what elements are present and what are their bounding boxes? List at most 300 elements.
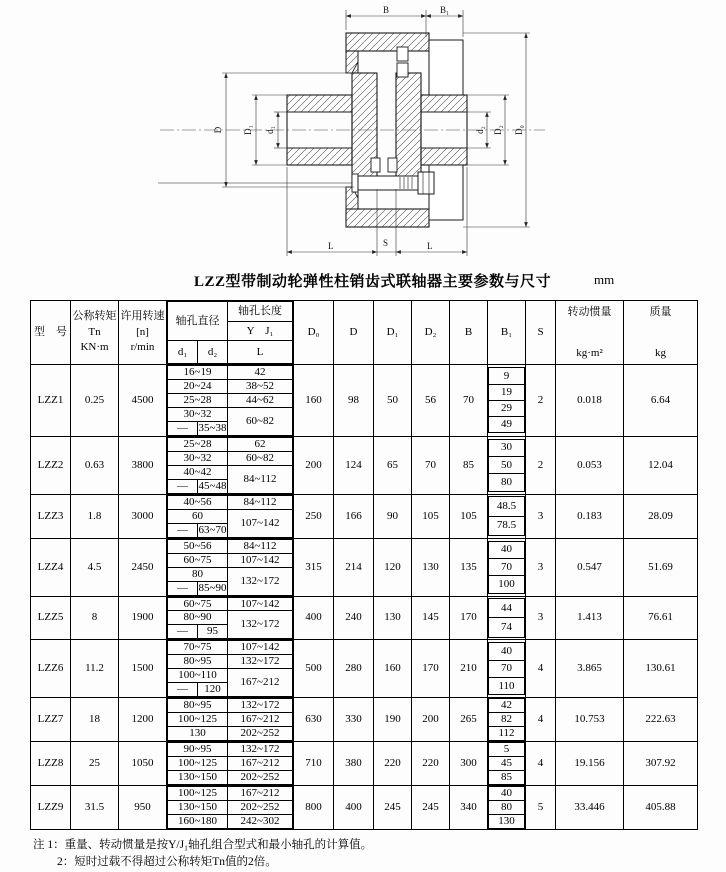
torque-cell: 1.8 <box>71 494 119 538</box>
D2-cell: 145 <box>412 596 450 640</box>
B1-subtable <box>488 786 525 829</box>
bore-group-cell <box>167 365 294 437</box>
model-row <box>31 538 698 596</box>
bore-subrow <box>168 407 293 421</box>
bore-range-cell: 100~125 <box>168 787 228 801</box>
header-d2: d₂ <box>198 341 228 364</box>
mass-cell: 307.92 <box>624 742 698 786</box>
B1-value-cell: 100 <box>489 576 525 593</box>
bore-d1-cell: — <box>168 421 198 435</box>
bore-length-cell: 242~302 <box>228 815 293 829</box>
torque-cell: 25 <box>71 742 119 786</box>
bore-subtable <box>167 742 293 785</box>
note-line-1: 注 1：重量、转动惯量是按Y/J₁轴孔组合型式和最小轴孔的计算值。 <box>33 839 373 851</box>
B1-subrow <box>489 368 525 384</box>
bore-range-cell: 16~19 <box>168 366 228 380</box>
B1-subrow <box>489 660 525 677</box>
mass-cell: 12.04 <box>624 436 698 494</box>
bore-d1-cell: — <box>168 683 198 697</box>
bore-range-cell: 90~95 <box>168 743 228 757</box>
torque-cell: 11.2 <box>71 640 119 698</box>
B1-value-cell: 49 <box>489 417 525 433</box>
bore-subrow <box>168 495 293 509</box>
bore-range-cell: 70~75 <box>168 641 228 655</box>
bore-length-cell: 132~172 <box>228 743 293 757</box>
B1-value-cell: 48.5 <box>489 497 525 517</box>
bore-subrow <box>168 655 293 669</box>
B1-subrow <box>489 815 525 829</box>
inertia-cell: 19.156 <box>556 742 624 786</box>
note-line-2: 2：短时过载不得超过公称转矩Tn值的2倍。 <box>57 856 277 869</box>
S-cell: 4 <box>526 742 556 786</box>
header-torque-unit: KN·m <box>80 341 109 354</box>
bore-subrow <box>168 757 293 771</box>
coupling-drawing <box>0 0 726 268</box>
bore-range-cell: 80~95 <box>168 699 228 713</box>
bore-length-cell: 132~172 <box>228 655 293 669</box>
B1-subrow <box>489 713 525 727</box>
B1-subtable <box>488 439 525 492</box>
B1-value-cell: 9 <box>489 368 525 384</box>
D-cell: 240 <box>334 596 374 640</box>
B1-subtable <box>488 698 525 741</box>
dim-label-d1-hub: D₁ <box>243 125 253 135</box>
header-model: 型 号 <box>31 301 71 365</box>
bore-group-cell <box>167 640 294 698</box>
B1-value-cell: 70 <box>489 660 525 677</box>
bore-length-cell: 167~212 <box>228 757 293 771</box>
bore-subrow <box>168 771 293 785</box>
B1-subtable <box>488 367 525 433</box>
bore-length-cell: 60~82 <box>228 451 293 465</box>
bore-length-cell: 107~142 <box>228 509 293 537</box>
table-body <box>31 365 698 830</box>
header-inertia-name: 转动惯量 <box>567 305 612 318</box>
bore-range-cell: 60~75 <box>168 553 228 567</box>
bore-length-cell: 132~172 <box>228 567 293 595</box>
header-mass <box>624 301 698 365</box>
bore-subrow <box>168 366 293 380</box>
D0-cell: 250 <box>294 494 334 538</box>
bore-range-cell: 60~75 <box>168 597 228 611</box>
torque-cell: 31.5 <box>71 786 119 830</box>
bore-subrow <box>168 539 293 553</box>
bore-length-cell: 132~172 <box>228 611 293 639</box>
B1-group-cell <box>488 640 526 698</box>
bore-range-cell: 80~95 <box>168 655 228 669</box>
spec-table <box>30 300 698 830</box>
bore-group-cell <box>167 538 294 596</box>
bore-range-cell: 130~150 <box>168 771 228 785</box>
dim-label-d2-bore: d₂ <box>475 126 485 134</box>
B1-subrow <box>489 384 525 400</box>
bore-range-cell: 80 <box>168 567 228 581</box>
header-inertia-unit: kg·m² <box>576 346 603 359</box>
bore-length-cell: 60~82 <box>228 407 293 435</box>
S-cell: 3 <box>526 596 556 640</box>
bore-range-cell: 100~125 <box>168 713 228 727</box>
header-D0: D₀ <box>294 301 334 365</box>
header-mass-name: 质量 <box>649 305 672 318</box>
B1-value-cell: 40 <box>489 643 525 660</box>
speed-cell: 1900 <box>119 596 167 640</box>
header-bore-diameter: 轴孔直径 <box>168 302 228 341</box>
header-D2: D₂ <box>412 301 450 365</box>
B1-value-cell: 85 <box>489 771 525 785</box>
speed-cell: 1050 <box>119 742 167 786</box>
bore-d1-cell: — <box>168 523 198 537</box>
B1-subrow <box>489 787 525 801</box>
speed-cell: 4500 <box>119 365 167 437</box>
model-cell: LZZ7 <box>31 698 71 742</box>
bore-d2-cell: 120 <box>198 683 228 697</box>
D-cell: 400 <box>334 786 374 830</box>
D0-cell: 160 <box>294 365 334 437</box>
dim-label-d1-bore: d₁ <box>265 126 275 134</box>
D2-cell: 170 <box>412 640 450 698</box>
B1-group-cell <box>488 538 526 596</box>
B1-value-cell: 19 <box>489 384 525 400</box>
model-cell: LZZ4 <box>31 538 71 596</box>
S-cell: 4 <box>526 698 556 742</box>
B1-group-cell <box>488 436 526 494</box>
header-bore-length: 轴孔长度 <box>228 302 293 322</box>
B1-subrow <box>489 598 525 618</box>
bore-subtable <box>167 698 293 741</box>
dim-label-b1: B₁ <box>440 5 450 15</box>
header-torque-name: 公称转矩 <box>72 309 117 322</box>
header-speed <box>119 301 167 365</box>
bore-group-cell <box>167 786 294 830</box>
B1-value-cell: 30 <box>489 439 525 456</box>
speed-cell: 1500 <box>119 640 167 698</box>
bore-range-cell: 50~56 <box>168 539 228 553</box>
page-title: LZZ型带制动轮弹性柱销齿式联轴器主要参数与尺寸 <box>194 274 552 290</box>
header-l: L <box>228 341 293 364</box>
bore-length-cell: 38~52 <box>228 379 293 393</box>
torque-cell: 4.5 <box>71 538 119 596</box>
B1-subrow <box>489 558 525 575</box>
D-cell: 214 <box>334 538 374 596</box>
speed-cell: 3000 <box>119 494 167 538</box>
table-header <box>31 301 698 365</box>
bore-length-cell: 202~252 <box>228 771 293 785</box>
B1-value-cell: 82 <box>489 713 525 727</box>
title-row <box>0 270 726 294</box>
bore-range-cell: 60 <box>168 509 228 523</box>
D-cell: 166 <box>334 494 374 538</box>
bore-subrow <box>168 567 293 581</box>
D0-cell: 400 <box>294 596 334 640</box>
header-D: D <box>334 301 374 365</box>
bore-range-cell: 130~150 <box>168 801 228 815</box>
D2-cell: 220 <box>412 742 450 786</box>
B1-group-cell <box>488 596 526 640</box>
mass-cell: 28.09 <box>624 494 698 538</box>
bore-length-cell: 202~252 <box>228 801 293 815</box>
dim-label-d-flange: D <box>213 126 223 134</box>
inertia-cell: 3.865 <box>556 640 624 698</box>
B1-value-cell: 70 <box>489 558 525 575</box>
B1-subrow <box>489 516 525 536</box>
B1-subrow <box>489 678 525 695</box>
B-cell: 85 <box>450 436 488 494</box>
torque-cell: 8 <box>71 596 119 640</box>
bore-length-cell: 44~62 <box>228 393 293 407</box>
header-speed-name: 许用转速 <box>120 309 165 322</box>
bore-subrow <box>168 451 293 465</box>
bore-subrow <box>168 379 293 393</box>
B1-value-cell: 130 <box>489 815 525 829</box>
bore-length-cell: 167~212 <box>228 713 293 727</box>
B1-value-cell: 80 <box>489 474 525 491</box>
bore-length-cell: 62 <box>228 437 293 451</box>
mass-cell: 6.64 <box>624 365 698 437</box>
speed-cell: 3800 <box>119 436 167 494</box>
D2-cell: 130 <box>412 538 450 596</box>
model-cell: LZZ8 <box>31 742 71 786</box>
B-cell: 135 <box>450 538 488 596</box>
B1-subrow <box>489 541 525 558</box>
bore-subtable <box>167 437 293 494</box>
B1-subrow <box>489 801 525 815</box>
right-flange <box>396 73 421 187</box>
bore-range-cell: 40~42 <box>168 465 228 479</box>
bore-length-cell: 84~112 <box>228 495 293 509</box>
B1-value-cell: 42 <box>489 699 525 713</box>
D0-cell: 630 <box>294 698 334 742</box>
S-cell: 5 <box>526 786 556 830</box>
bore-group-cell <box>167 596 294 640</box>
B1-subrow <box>489 439 525 456</box>
B1-subrow <box>489 576 525 593</box>
dim-label-d0: D₀ <box>514 125 524 135</box>
model-cell: LZZ2 <box>31 436 71 494</box>
B-cell: 340 <box>450 786 488 830</box>
model-cell: LZZ1 <box>31 365 71 437</box>
torque-cell: 0.63 <box>71 436 119 494</box>
B1-value-cell: 78.5 <box>489 516 525 536</box>
S-cell: 3 <box>526 494 556 538</box>
bore-d2-cell: 95 <box>198 625 228 639</box>
bore-length-cell: 84~112 <box>228 539 293 553</box>
bore-subrow <box>168 699 293 713</box>
bore-length-cell: 202~252 <box>228 727 293 741</box>
bore-subtable <box>167 786 293 829</box>
torque-cell: 18 <box>71 698 119 742</box>
B1-group-cell <box>488 494 526 538</box>
bore-subrow <box>168 743 293 757</box>
D1-cell: 245 <box>374 786 412 830</box>
bore-range-cell: 40~56 <box>168 495 228 509</box>
B-cell: 300 <box>450 742 488 786</box>
B1-subrow <box>489 757 525 771</box>
bore-subtable <box>167 365 293 436</box>
bore-subrow <box>168 611 293 625</box>
B1-value-cell: 40 <box>489 787 525 801</box>
bore-subrow <box>168 553 293 567</box>
B-cell: 70 <box>450 365 488 437</box>
header-speed-unit: r/min <box>130 341 155 354</box>
D-cell: 124 <box>334 436 374 494</box>
model-row <box>31 365 698 437</box>
D1-cell: 130 <box>374 596 412 640</box>
B1-subtable <box>488 742 525 785</box>
B1-value-cell: 45 <box>489 757 525 771</box>
bore-subrow <box>168 393 293 407</box>
bore-subrow <box>168 437 293 451</box>
bore-d1-cell: — <box>168 581 198 595</box>
B1-group-cell <box>488 365 526 437</box>
model-row <box>31 596 698 640</box>
bore-d1-cell: — <box>168 625 198 639</box>
speed-cell: 1200 <box>119 698 167 742</box>
B1-subrow <box>489 417 525 433</box>
D1-cell: 220 <box>374 742 412 786</box>
B1-value-cell: 74 <box>489 618 525 638</box>
D1-cell: 190 <box>374 698 412 742</box>
model-cell: LZZ9 <box>31 786 71 830</box>
bore-group-cell <box>167 698 294 742</box>
bore-range-cell: 25~28 <box>168 437 228 451</box>
B-cell: 210 <box>450 640 488 698</box>
D2-cell: 56 <box>412 365 450 437</box>
bore-subrow <box>168 669 293 683</box>
D-cell: 98 <box>334 365 374 437</box>
model-row <box>31 640 698 698</box>
bore-subtable <box>167 539 293 596</box>
footnotes <box>33 837 726 872</box>
B1-subrow <box>489 727 525 741</box>
bore-range-cell: 30~32 <box>168 451 228 465</box>
bore-subrow <box>168 465 293 479</box>
S-cell: 3 <box>526 538 556 596</box>
header-torque-symbol: Tn <box>88 325 101 338</box>
bore-group-cell <box>167 742 294 786</box>
B1-subrow <box>489 743 525 757</box>
header-bore-group <box>167 301 294 365</box>
header-B1: B₁ <box>488 301 526 365</box>
bore-subtable <box>167 495 293 538</box>
model-cell: LZZ3 <box>31 494 71 538</box>
B1-value-cell: 50 <box>489 457 525 474</box>
bore-length-cell: 107~142 <box>228 641 293 655</box>
bore-subrow <box>168 509 293 523</box>
B1-group-cell <box>488 698 526 742</box>
speed-cell: 950 <box>119 786 167 830</box>
B1-value-cell: 29 <box>489 400 525 416</box>
bore-range-cell: 130 <box>168 727 228 741</box>
B-cell: 170 <box>450 596 488 640</box>
dim-label-l-right: L <box>427 241 433 251</box>
D2-cell: 70 <box>412 436 450 494</box>
dim-label-s: S <box>383 238 389 248</box>
bore-length-cell: 42 <box>228 366 293 380</box>
mass-cell: 405.88 <box>624 786 698 830</box>
inertia-cell: 0.547 <box>556 538 624 596</box>
B1-subrow <box>489 400 525 416</box>
model-cell: LZZ5 <box>31 596 71 640</box>
B1-subrow <box>489 474 525 491</box>
D-cell: 280 <box>334 640 374 698</box>
D0-cell: 800 <box>294 786 334 830</box>
D0-cell: 200 <box>294 436 334 494</box>
dim-label-d2-hub: D₂ <box>493 125 503 135</box>
bore-subrow <box>168 801 293 815</box>
B1-subrow <box>489 618 525 638</box>
B1-subrow <box>489 771 525 785</box>
D0-cell: 315 <box>294 538 334 596</box>
bore-length-cell: 84~112 <box>228 465 293 493</box>
model-row <box>31 742 698 786</box>
D0-cell: 500 <box>294 640 334 698</box>
B1-subrow <box>489 643 525 660</box>
bore-range-cell: 100~125 <box>168 757 228 771</box>
S-cell: 2 <box>526 365 556 437</box>
B1-subtable <box>488 598 525 638</box>
D2-cell: 200 <box>412 698 450 742</box>
D-cell: 330 <box>334 698 374 742</box>
header-d1: d₁ <box>168 341 198 364</box>
B1-subrow <box>489 699 525 713</box>
B-cell: 105 <box>450 494 488 538</box>
B-cell: 265 <box>450 698 488 742</box>
header-inertia <box>556 301 624 365</box>
B1-group-cell <box>488 742 526 786</box>
bore-subrow <box>168 815 293 829</box>
model-row <box>31 786 698 830</box>
model-row <box>31 436 698 494</box>
inertia-cell: 33.446 <box>556 786 624 830</box>
header-B: B <box>450 301 488 365</box>
D0-cell: 710 <box>294 742 334 786</box>
inertia-cell: 1.413 <box>556 596 624 640</box>
model-row <box>31 494 698 538</box>
B1-subtable <box>488 642 525 695</box>
unit-label: mm <box>594 272 615 287</box>
bore-d2-cell: 85~90 <box>198 581 227 594</box>
bore-d2-cell: 63~70 <box>198 523 227 536</box>
header-torque <box>71 301 119 365</box>
bore-subrow <box>168 787 293 801</box>
bore-length-cell: 107~142 <box>228 553 293 567</box>
S-cell: 2 <box>526 436 556 494</box>
bore-range-cell: 160~180 <box>168 815 228 829</box>
header-D1: D₁ <box>374 301 412 365</box>
D1-cell: 120 <box>374 538 412 596</box>
B1-subtable <box>488 541 525 594</box>
bore-length-cell: 167~212 <box>228 669 293 697</box>
model-row <box>31 698 698 742</box>
B1-group-cell <box>488 786 526 830</box>
B1-subrow <box>489 457 525 474</box>
bore-length-cell: 132~172 <box>228 699 293 713</box>
model-cell: LZZ6 <box>31 640 71 698</box>
D2-cell: 245 <box>412 786 450 830</box>
header-y-j1: Y J₁ <box>228 322 293 341</box>
header-mass-unit: kg <box>655 346 666 359</box>
bore-subrow <box>168 597 293 611</box>
inertia-cell: 0.053 <box>556 436 624 494</box>
bore-d2-cell: 35~38 <box>198 421 227 434</box>
D1-cell: 90 <box>374 494 412 538</box>
bore-length-cell: 167~212 <box>228 787 293 801</box>
bore-subrow <box>168 713 293 727</box>
inertia-cell: 0.183 <box>556 494 624 538</box>
bore-subtable <box>167 640 293 697</box>
D1-cell: 160 <box>374 640 412 698</box>
inertia-cell: 10.753 <box>556 698 624 742</box>
